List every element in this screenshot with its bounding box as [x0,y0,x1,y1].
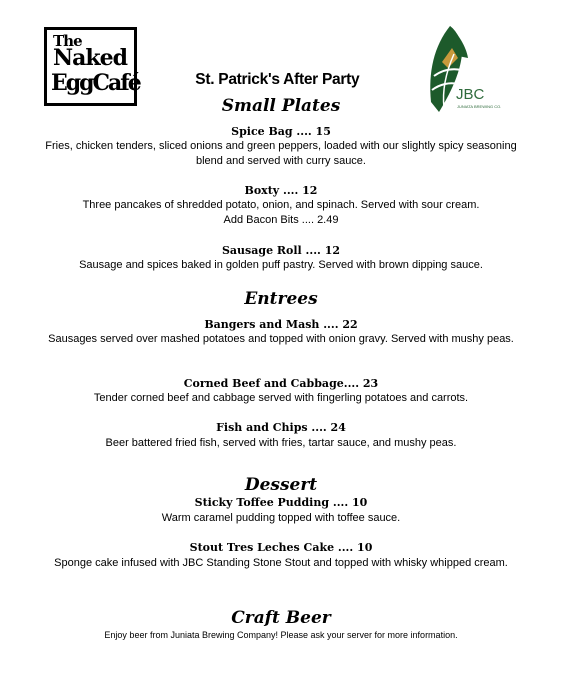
menu-item-desc: Fries, chicken tenders, sliced onions and green peppers, loaded with our slightly spicy seasoning blend and served with curry sauce. [45,140,517,167]
logo-text-line2: Naked [53,45,127,71]
naked-egg-cafe-logo [44,27,140,106]
menu-item-desc: Sausages served over mashed potatoes and topped with onion gravy. Served with mushy peas. [48,333,514,345]
event-title: St. Patrick's After Party [195,71,360,88]
menu-item-name: Boxty .... 12 [244,184,318,197]
menu-item-desc: Warm caramel pudding topped with toffee sauce. [161,512,401,524]
menu-item-name: Sticky Toffee Pudding .... 10 [194,496,368,509]
section-title-dessert: Dessert [244,475,318,495]
logo-text-line3: EggCafé [51,70,140,96]
jbc-subtitle: JUNIATA BREWING CO. [457,104,502,109]
jbc-letters: JBC [456,86,485,103]
menu-item-name: Stout Tres Leches Cake .... 10 [189,541,373,554]
menu-item-name: Fish and Chips .... 24 [216,421,346,434]
craft-beer-note: Enjoy beer from Juniata Brewing Company! Please ask your server for more information. [104,630,458,640]
menu-item-name: Corned Beef and Cabbage.... 23 [183,377,379,390]
menu-item-desc: Tender corned beef and cabbage served with fingerling potatoes and carrots. [93,392,469,404]
menu-item-extra: Add Bacon Bits .... 2.49 [223,214,339,226]
section-title-entrees: Entrees [244,289,318,309]
menu-item-desc: Beer battered fried fish, served with fries, tartar sauce, and mushy peas. [105,437,457,449]
section-title-small-plates: Small Plates [221,96,341,116]
section-title-craft-beer: Craft Beer [231,608,331,628]
menu-item-desc: Sponge cake infused with JBC Standing Stone Stout and topped with whisky whipped cream. [54,557,508,569]
menu-item-desc: Sausage and spices baked in golden puff pastry. Served with brown dipping sauce. [79,259,483,271]
menu-item-name: Spice Bag .... 15 [231,125,331,138]
logo-text-line1: The [53,32,82,50]
menu-item-name: Sausage Roll .... 12 [221,244,341,257]
menu-item-name: Bangers and Mash .... 22 [204,318,358,331]
menu-item-desc: Three pancakes of shredded potato, onion, and spinach. Served with sour cream. [82,199,480,211]
